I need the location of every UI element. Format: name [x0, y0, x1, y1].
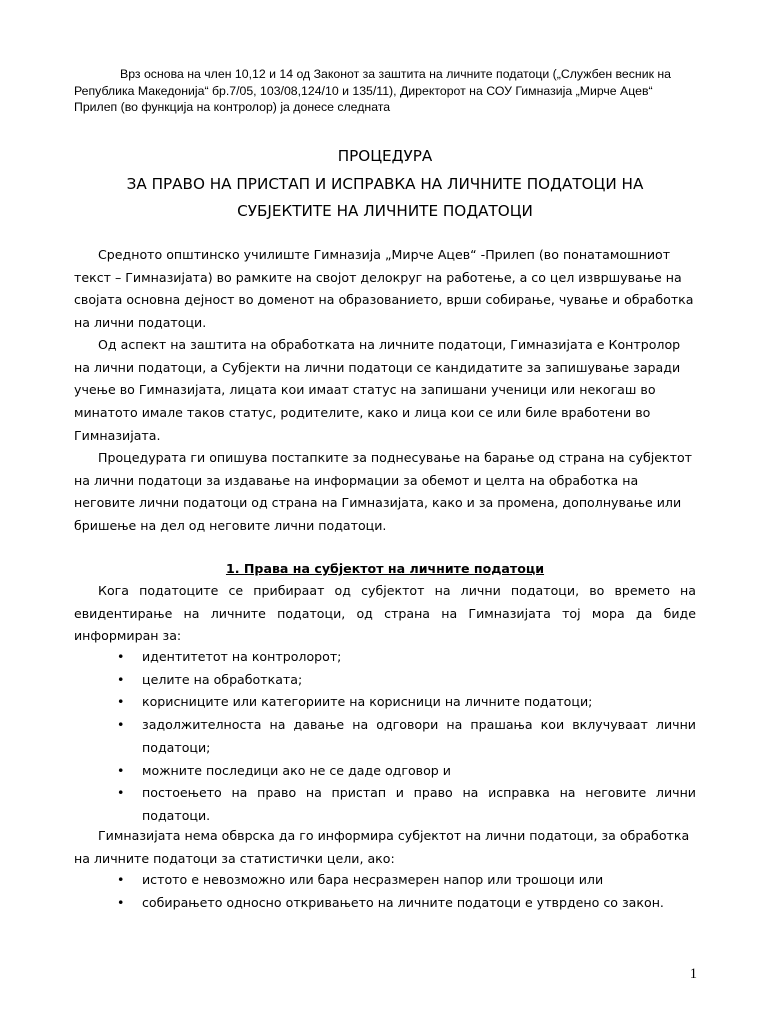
rights-bullet-list [74, 646, 696, 828]
bullet-icon: • [117, 671, 125, 687]
list-item [74, 892, 696, 915]
intro-paragraph: Врз основа на член 10,12 и 14 од Законот за заштита на личните податоци („Службен весник на Република Македонија“ бр.7/05, 103/08,124/10 и 135/11), Директорот на СОУ Гимназија „Мирче Ацев“ Прилеп (во функција на контролор) ја донесе следната [74, 67, 671, 114]
list-item-text: целите на обработката; [142, 671, 303, 687]
list-item [74, 714, 696, 759]
bullet-icon: • [117, 762, 125, 778]
list-item [74, 691, 696, 714]
body-paragraph-2: Од аспект на заштита на обработката на личните податоци, Гимназијата е Контролор на лични податоци, а Субјекти на лични податоци се кандидатите за запишување заради учење во Гимназијата, лицата кои имаат статус на запишани ученици или некогаш во минатото имале таков статус, родителите, како и лица кои се или биле вработени во Гимназијата. [74, 337, 681, 443]
bullet-icon: • [117, 894, 125, 910]
body-paragraph-1: Средното општинско училиште Гимназија „Мирче Ацев“ -Прилеп (во понатамошниот текст – Гимназијата) во рамките на својот делокруг на работење, а со цел извршување на својата основна дејност во доменот на образованието, врши собирање, чување и обработка на лични податоци. [74, 247, 694, 331]
list-item-text: корисниците или категориите на корисници на личните податоци; [142, 694, 593, 710]
body-paragraph-3: Процедурата ги опишува постапките за поднесување на барање од страна на субјектот на лични податоци за издавање на информации за обемот и целта на обработка на неговите лични податоци од страна на Гимназијата, како и за промена, дополнување или бришење на дел од неговите лични податоци. [74, 450, 693, 534]
bullet-icon: • [117, 694, 125, 710]
exception-bullet-list [74, 869, 696, 914]
list-item-text: истото е невозможно или бара несразмерен напор или трошоци или [142, 872, 604, 887]
list-item-text: постоењето на право на пристап и право на исправка на неговите лични податоци. [142, 785, 696, 823]
exception-paragraph: Гимназијата нема обврска да го информира субјектот на лични податоци, за обработка на личните податоци за статистички цели, ако: [74, 828, 690, 866]
section-heading: 1. Права на субјектот на личните податоци [225, 561, 545, 576]
list-item-text: собирањето односно откривањето на личните податоци е утврдено со закон. [142, 894, 664, 910]
list-item [74, 669, 696, 692]
document-title-line-3: СУБЈЕКТИТЕ НА ЛИЧНИТЕ ПОДАТОЦИ [237, 202, 533, 220]
section-lead-paragraph: Кога податоците се прибираат од субјектот на лични податоци, во времето на евидентирање на личните податоци, од страна на Гимназијата тој мора да биде информиран за: [74, 583, 696, 644]
document-title-line-2: ЗА ПРАВО НА ПРИСТАП И ИСПРАВКА НА ЛИЧНИТЕ ПОДАТОЦИ НА [126, 175, 644, 193]
bullet-icon: • [117, 872, 125, 887]
document-title-line-1: ПРОЦЕДУРА [337, 147, 433, 165]
list-item-text: можните последици ако не се даде одговор и [142, 762, 451, 778]
list-item [74, 782, 696, 827]
bullet-icon: • [117, 785, 125, 801]
bullet-icon: • [117, 717, 125, 733]
list-item [74, 869, 696, 892]
bullet-icon: • [117, 649, 125, 664]
page-number: 1 [689, 966, 697, 982]
list-item-text: задолжителноста на давање на одговори на прашања кои вклучуваат лични податоци; [142, 717, 696, 755]
list-item [74, 760, 696, 783]
list-item [74, 646, 696, 669]
list-item-text: идентитетот на контролорот; [142, 649, 342, 664]
